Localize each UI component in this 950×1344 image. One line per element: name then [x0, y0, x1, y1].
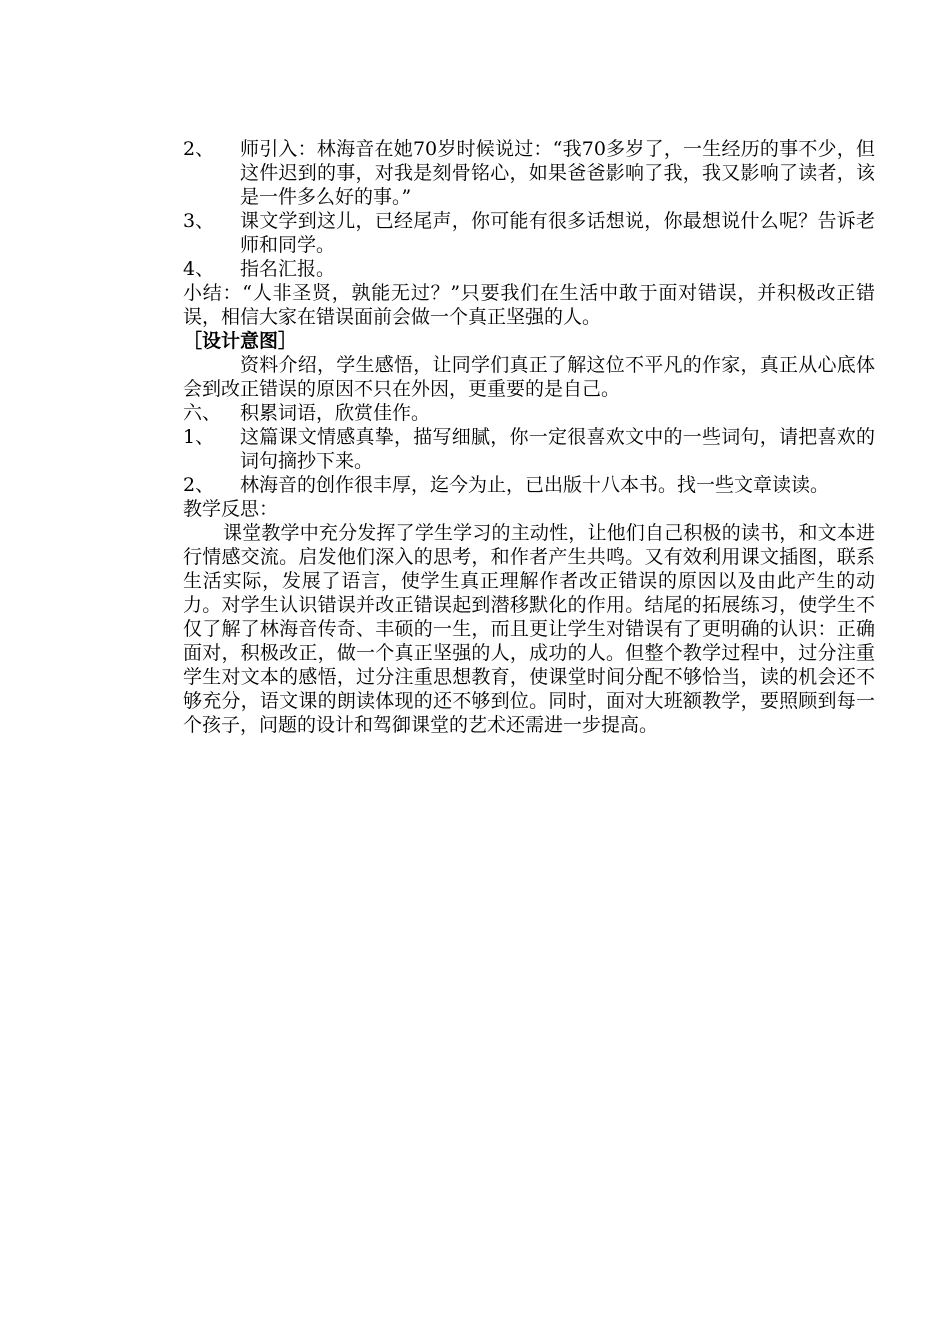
section-number: 六、 [183, 402, 222, 424]
list-text: 这篇课文情感真挚，描写细腻，你一定很喜欢文中的一些词句，请把喜欢的词句摘抄下来。 [240, 426, 875, 472]
list-text: 指名汇报。 [240, 258, 336, 280]
list-text: 课文学到这儿，已经尾声，你可能有很多话想说，你最想说什么呢？告诉老师和同学。 [240, 210, 875, 256]
summary-paragraph: 小结：“人非圣贤，孰能无过？”只要我们在生活中敢于面对错误，并积极改正错误，相信大家在错误面前会做一个真正坚强的人。 [183, 282, 875, 328]
list-number: 2、 [183, 474, 215, 496]
list-item [183, 473, 875, 497]
list-number: 4、 [183, 258, 215, 280]
list-text: 师引入：林海音在她70岁时候说过：“我70多岁了，一生经历的事不少，但这件迟到的事，对我是刻骨铭心，如果爸爸影响了我，我又影响了读者，该是一件多么好的事。” [240, 138, 875, 208]
list-text: 林海音的创作很丰厚，迄今为止，已出版十八本书。找一些文章读读。 [240, 474, 830, 496]
design-intent-paragraph: 资料介绍，学生感悟，让同学们真正了解这位不平凡的作家，真正从心底体会到改正错误的原因不只在外因，更重要的是自己。 [183, 354, 875, 400]
section-heading [183, 401, 875, 425]
list-item [183, 425, 875, 473]
document-page [183, 137, 875, 737]
design-intent-heading: ［设计意图］ [183, 330, 298, 352]
reflection-heading: 教学反思： [183, 498, 279, 520]
list-number: 3、 [183, 210, 215, 232]
list-item [183, 209, 875, 257]
list-item [183, 137, 875, 209]
list-item [183, 257, 875, 281]
section-title: 积累词语，欣赏佳作。 [240, 402, 431, 424]
reflection-paragraph: 课堂教学中充分发挥了学生学习的主动性，让他们自己积极的读书，和文本进行情感交流。启发他们深入的思考，和作者产生共鸣。又有效利用课文插图，联系生活实际，发展了语言，使学生真正理解作者改正错误的原因以及由此产生的动力。对学生认识错误并改正错误起到潜移默化的作用。结尾的拓展练习，使学生不仅了解了林海音传奇、丰硕的一生，而且更让学生对错误有了更明确的认识：正确面对，积极改正，做一个真正坚强的人，成功的人。但整个教学过程中，过分注重学生对文本的感悟，过分注重思想教育，使课堂时间分配不够恰当，读的机会还不够充分，语文课的朗读体现的还不够到位。同时，面对大班额教学，要照顾到每一个孩子，问题的设计和驾御课堂的艺术还需进一步提高。 [183, 522, 875, 736]
list-number: 2、 [183, 138, 215, 160]
list-number: 1、 [183, 426, 215, 448]
